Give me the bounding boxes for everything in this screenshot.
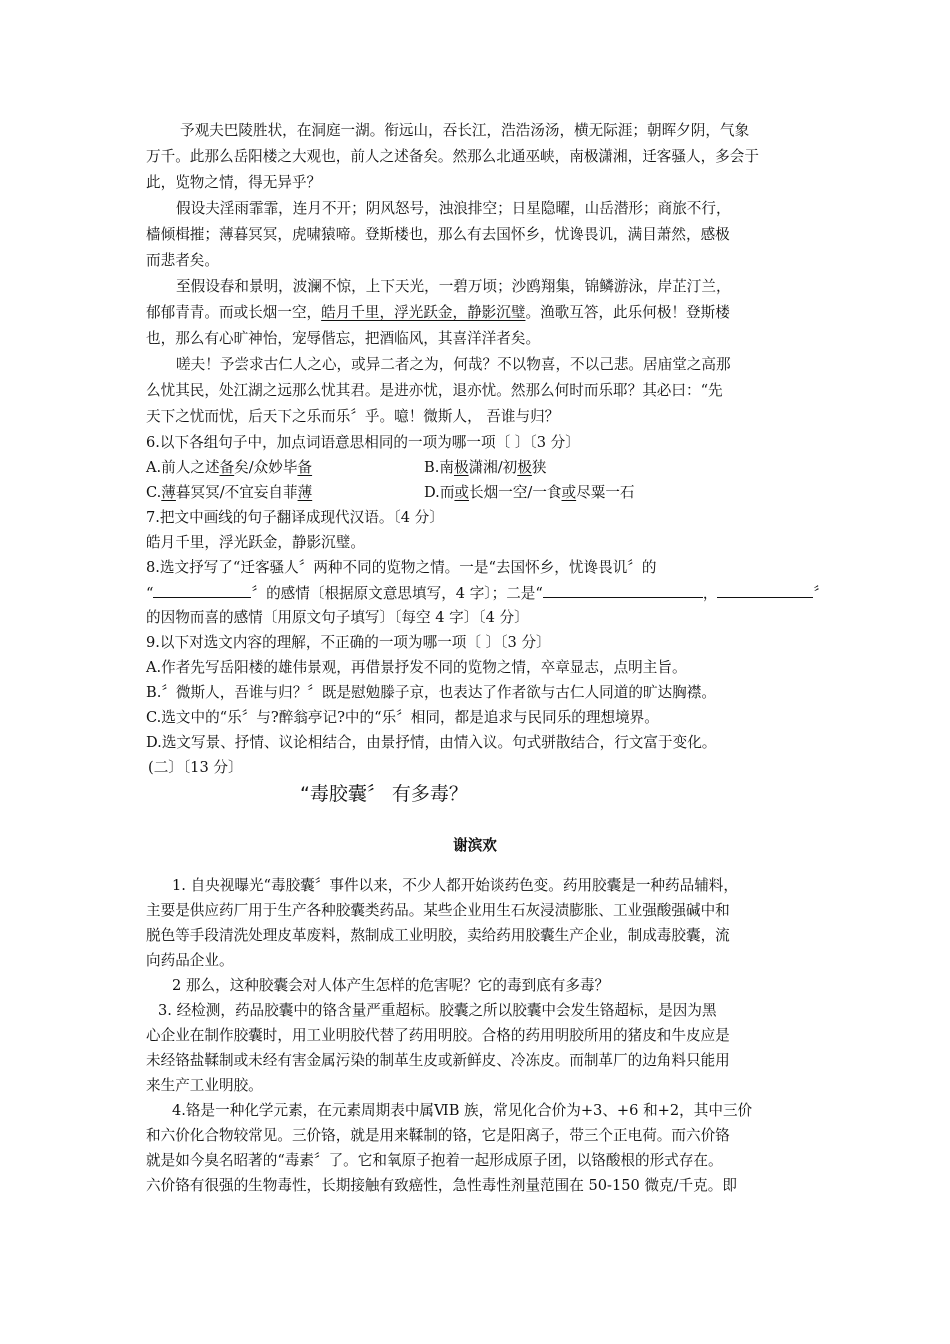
passage2-p3-line2: 心企业在制作胶囊时，用工业明胶代替了药用明胶。合格的药用明胶所用的猪皮和牛皮应是 — [146, 1027, 730, 1044]
q6a-t2: 矣/众妙毕 — [234, 459, 298, 476]
p3-text-a: 郁郁青青。而或长烟一空， — [146, 304, 322, 321]
passage2-p1-line2: 主要是供应药厂用于生产各种胶囊类药品。某些企业用生石灰浸渍膨胀、工业强酸强碱中和 — [146, 902, 730, 919]
q9-option-c: C.选文中的“乐〞与?醉翁亭记?中的“乐〞相同，都是追求与民同乐的理想境界。 — [146, 709, 659, 726]
q6d-t2: 长烟一空/一食 — [469, 484, 562, 501]
q6a-dot2: 备 — [297, 459, 313, 476]
q9-stem: 9.以下对选文内容的理解，不正确的一项为哪一项〔 〕〔3 分〕 — [146, 634, 551, 651]
passage2-p1-line3: 脱色等手段清洗处理皮革废料，熬制成工业明胶，卖给药用胶囊生产企业，制成毒胶囊，流 — [146, 927, 730, 944]
q6d-t4: 尽粟一石 — [576, 484, 635, 501]
q6b-dot2: 极 — [517, 459, 532, 476]
passage2-p1-line1: 1. 自央视曝光“毒胶囊〞事件以来，不少人都开始谈药色变。药用胶囊是一种药品辅料， — [172, 877, 738, 894]
q8-close-quote: 〞 — [813, 585, 829, 602]
passage2-p4-line3: 就是如今臭名昭著的“毒素〞了。它和氧原子抱着一起形成原子团，以铬酸根的形式存在。 — [146, 1152, 723, 1169]
q6a-t0: A.前人之述 — [146, 459, 220, 476]
section2-label: (二〕〔13 分〕 — [148, 759, 243, 776]
passage2-p3-line3: 未经铬盐鞣制或未经有害金属污染的制革生皮或新鲜皮、冷冻皮。而制革厂的边角料只能用 — [146, 1052, 730, 1069]
passage2-p4-line1: 4.铬是一种化学元素，在元素周期表中属ⅥB 族，常见化合价为+3、+6 和+2，其中三价 — [172, 1102, 753, 1119]
q6d-dot2: 或 — [561, 484, 577, 501]
q8-blank-2[interactable] — [543, 583, 703, 598]
passage1-p2-line3: 而悲者矣。 — [146, 252, 219, 269]
q6-option-d — [424, 483, 635, 503]
q6c-t0: C. — [146, 484, 162, 501]
q6-options-ab — [146, 458, 846, 478]
q6d-t0: D.而 — [424, 484, 455, 501]
q7-stem: 7.把文中画线的句子翻译成现代汉语。〔4 分〕 — [146, 509, 444, 526]
q8-comma: ， — [702, 585, 718, 602]
q6-options-cd — [146, 483, 846, 503]
passage2-p1-line4: 向药品企业。 — [146, 952, 234, 969]
passage1-p4-line1: 嗟夫！予尝求古仁人之心，或异二者之为，何哉？不以物喜，不以己悲。居庙堂之高那 — [176, 356, 731, 373]
passage1-p1-line1: 予观夫巴陵胜状，在洞庭一湖。衔远山，吞长江，浩浩汤汤，横无际涯；朝晖夕阴，气象 — [180, 122, 750, 139]
passage1-p4-line2: 么忧其民，处江湖之远那么忧其君。是进亦忧，退亦忧。然那么何时而乐耶？其必曰：“先 — [146, 382, 723, 399]
passage1-p2-line2: 樯倾楫摧；薄暮冥冥，虎啸猿啼。登斯楼也，那么有去国怀乡，忧谗畏讥，满目萧然，感极 — [146, 226, 730, 243]
q6c-dot2: 薄 — [297, 484, 313, 501]
passage2-p3-line1: 3. 经检测，药品胶囊中的铬含量严重超标。胶囊之所以胶囊中会发生铬超标，是因为黑 — [158, 1002, 717, 1019]
article-title: “毒胶囊〞 有多毒？ — [300, 783, 468, 805]
q6c-t2: 暮冥冥/不宜妄自菲 — [175, 484, 298, 501]
q9-option-b: B.〞微斯人，吾谁与归？〞既是慰勉滕子京，也表达了作者欲与古仁人同道的旷达胸襟。 — [146, 684, 716, 701]
q6-option-a — [146, 459, 312, 476]
passage2-p3-line4: 来生产工业明胶。 — [146, 1077, 263, 1094]
q6-option-c — [146, 484, 312, 501]
passage2-p2: 2 那么，这种胶囊会对人体产生怎样的危害呢？它的毒到底有多毒？ — [172, 977, 610, 994]
q9-option-d: D.选文写景、抒情、议论相结合，由景抒情，由情入议。句式骈散结合，行文富于变化。 — [146, 734, 717, 751]
underlined-sentence: 皓月千里，浮光跃金，静影沉璧 — [321, 304, 526, 321]
q6c-dot1: 薄 — [161, 484, 176, 501]
passage2-p4-line2: 和六价化合物较常见。三价铬，就是用来鞣制的铬，它是阳离子，带三个正电荷。而六价铬 — [146, 1127, 730, 1144]
article-author: 谢滨欢 — [453, 837, 497, 854]
passage1-p3-line2 — [146, 303, 806, 323]
q8-blank-1[interactable] — [153, 583, 251, 598]
passage1-p4-line3: 天下之忧而忧，后天下之乐而乐〞乎。噫！微斯人， 吾谁与归？ — [146, 408, 560, 425]
q6b-dot1: 极 — [453, 459, 469, 476]
passage1-p2-line1: 假设夫淫雨霏霏，连月不开；阴风怒号，浊浪排空；日星隐曜，山岳潜形；商旅不行， — [176, 200, 731, 217]
q8-line3: 的因物而喜的感情〔用原文句子填写〕〔每空 4 字〕〔4 分〕 — [146, 609, 529, 626]
q6-option-b — [424, 458, 547, 478]
q8-line2 — [146, 583, 829, 604]
q6a-dot1: 备 — [219, 459, 235, 476]
q8-line1: 8.选文抒写了“迁客骚人〞两种不同的览物之情。一是“去国怀乡，忧谗畏讥〞的 — [146, 559, 657, 576]
q8-text-b: 〞的感情〔根据原文意思填写，4 字〕；二是“ — [251, 585, 543, 602]
passage1-p1-line3: 此，览物之情，得无异乎？ — [146, 174, 322, 191]
q8-blank-3[interactable] — [717, 583, 813, 598]
passage2-p4-line4: 六价铬有很强的生物毒性，长期接触有致癌性，急性毒性剂量范围在 50-150 微克/千克。即 — [146, 1177, 737, 1194]
q6b-t2: 潇湘/初 — [468, 459, 518, 476]
p3-text-b: 。渔歌互答，此乐何极！登斯楼 — [525, 304, 730, 321]
q6-stem: 6.以下各组句子中，加点词语意思相同的一项为哪一项〔 〕〔3 分〕 — [146, 434, 580, 451]
passage1-p3-line3: 也，那么有心旷神怡，宠辱偕忘，把酒临风，其喜洋洋者矣。 — [146, 330, 541, 347]
passage1-p3-line1: 至假设春和景明，波澜不惊，上下天光，一碧万顷；沙鸥翔集，锦鳞游泳，岸芷汀兰， — [176, 278, 731, 295]
q8-open-quote: “ — [146, 585, 154, 602]
q6b-t0: B.南 — [424, 459, 454, 476]
q6d-dot1: 或 — [454, 484, 470, 501]
passage1-p1-line2: 万千。此那么岳阳楼之大观也，前人之述备矣。然那么北通巫峡，南极潇湘，迁客骚人，多会于 — [146, 148, 759, 165]
q7-sentence: 皓月千里，浮光跃金，静影沉璧。 — [146, 534, 365, 551]
q9-option-a: A.作者先写岳阳楼的雄伟景观，再借景抒发不同的览物之情，卒章显志，点明主旨。 — [146, 659, 687, 676]
q6b-t4: 狭 — [531, 459, 547, 476]
